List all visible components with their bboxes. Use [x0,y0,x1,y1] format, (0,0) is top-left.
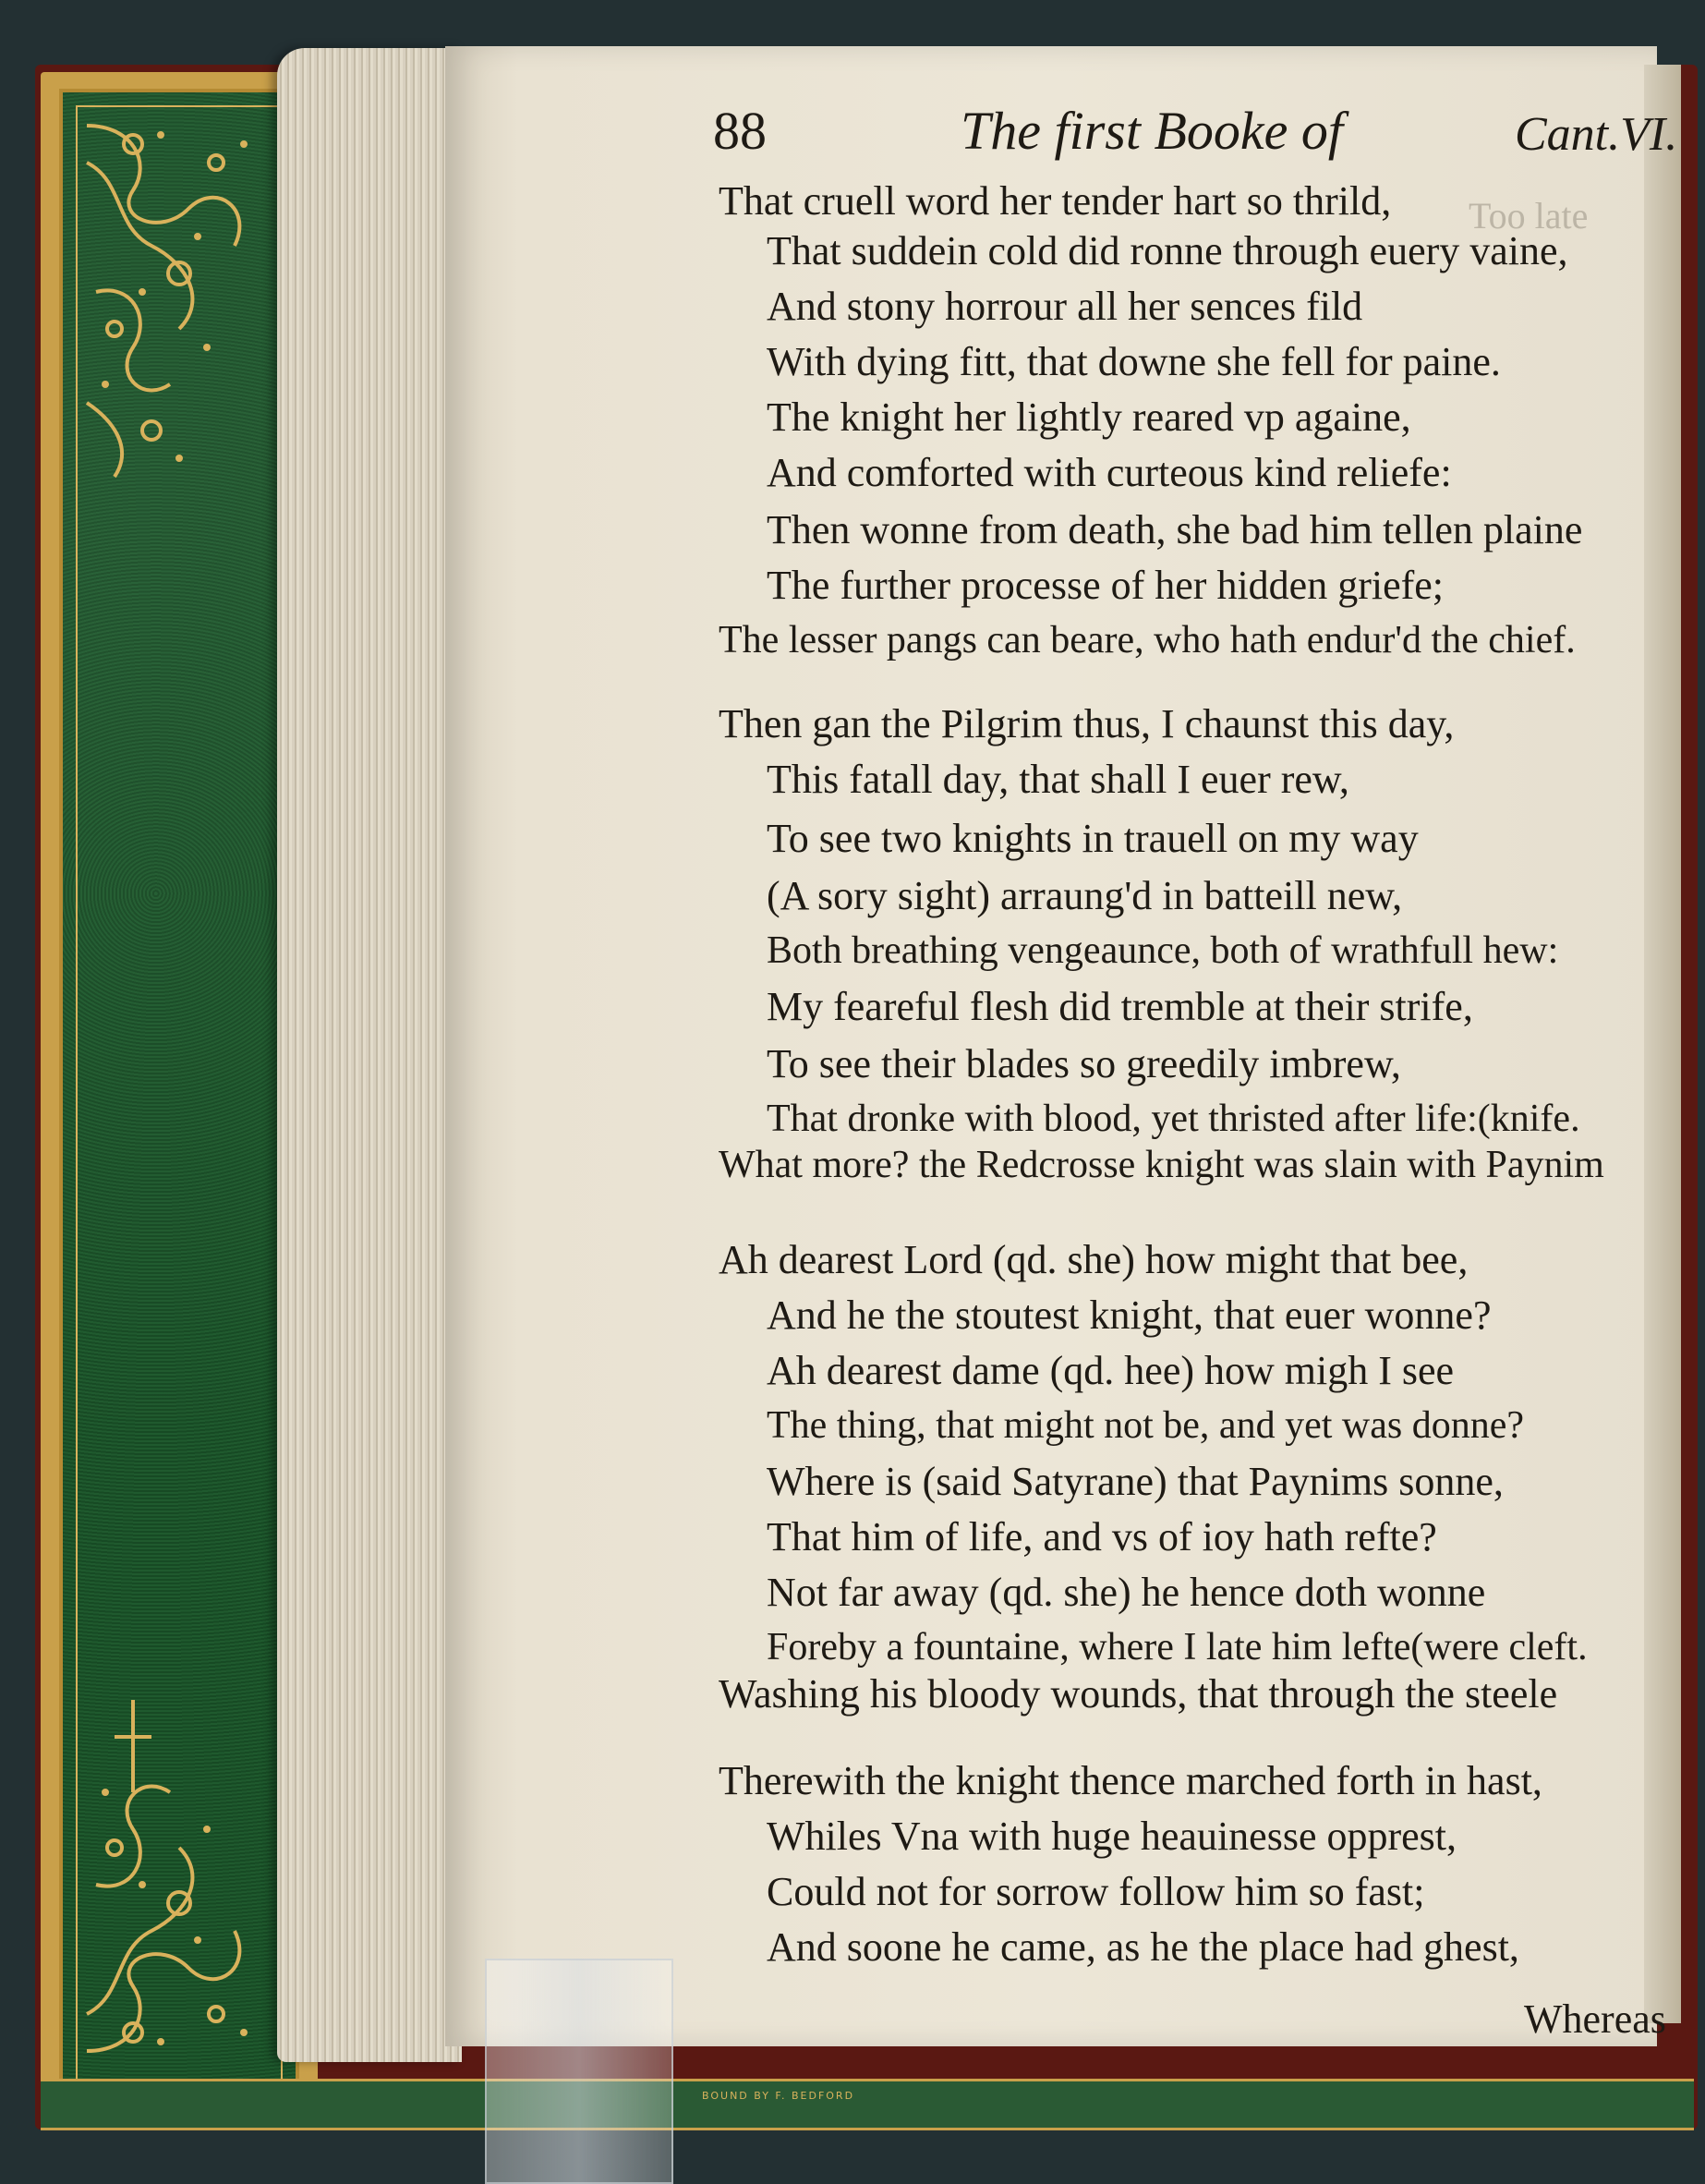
verse-line: And he the stoutest knight, that euer wonne? [767,1292,1492,1338]
verse-line: That suddein cold did ronne through euery vaine, [767,228,1568,273]
catchword: Whereas [1524,1996,1666,2042]
verse-line: Foreby a fountaine, where I late him lefte(were cleft. [767,1626,1588,1668]
verse-line: To see their blades so greedily imbrew, [767,1041,1401,1086]
verse-line: And soone he came, as he the place had ghest, [767,1924,1519,1970]
show-through-text: Too late [1469,195,1589,237]
verse-line: Not far away (qd. she) he hence doth wonne [767,1570,1486,1615]
verse-line: To see two knights in trauell on my way [767,816,1419,861]
verse-line: With dying fitt, that downe she fell for paine. [767,339,1501,384]
page-number: 88 [713,101,767,161]
verse-line: The knight her lightly reared vp againe, [767,394,1411,440]
verse-line: And comforted with curteous kind reliefe: [767,450,1452,495]
verse-line: This fatall day, that shall I euer rew, [767,757,1349,802]
verse-line: Washing his bloody wounds, that through the steele [719,1671,1558,1717]
running-title: The first Booke of [961,101,1344,161]
verse-line: Whiles Vna with huge heauinesse opprest, [767,1814,1457,1859]
binder-stamp: BOUND BY F. BEDFORD [702,2090,855,2102]
verse-line: That him of life, and vs of ioy hath refte? [767,1514,1437,1559]
verse-line: Then gan the Pilgrim thus, I chaunst this day, [719,701,1455,746]
verse-line: Could not for sorrow follow him so fast; [767,1869,1425,1914]
verse-line: My feareful flesh did tremble at their strife, [767,984,1473,1029]
verse-line: The lesser pangs can beare, who hath endur'd the chief. [719,619,1576,661]
canto-label: Cant.VI. [1515,108,1678,161]
verse-line: Both breathing vengeaunce, both of wrathfull hew: [767,929,1559,972]
verse-line: The further processe of her hidden griefe; [767,563,1445,608]
verse-line: That cruell word her tender hart so thrild, [719,178,1392,224]
book-stand-clip [485,1959,673,2184]
verse-line: And stony horrour all her sences fild [767,284,1363,329]
verse-line: (A sory sight) arraung'd in batteill new, [767,873,1403,918]
verse-line: What more? the Redcrosse knight was slain with Paynim [719,1144,1604,1186]
verse-line: Therewith the knight thence marched forth in hast, [719,1758,1542,1803]
verse-line: Ah dearest dame (qd. hee) how migh I see [767,1348,1455,1393]
verse-line: The thing, that might not be, and yet was donne? [767,1404,1524,1447]
verse-line: Ah dearest Lord (qd. she) how might that bee, [719,1237,1469,1282]
verse-line: Then wonne from death, she bad him tellen plaine [767,507,1583,552]
verse-line: That dronke with blood, yet thristed after life:(knife. [767,1098,1580,1140]
verse-line: Where is (said Satyrane) that Paynims sonne, [767,1459,1504,1504]
